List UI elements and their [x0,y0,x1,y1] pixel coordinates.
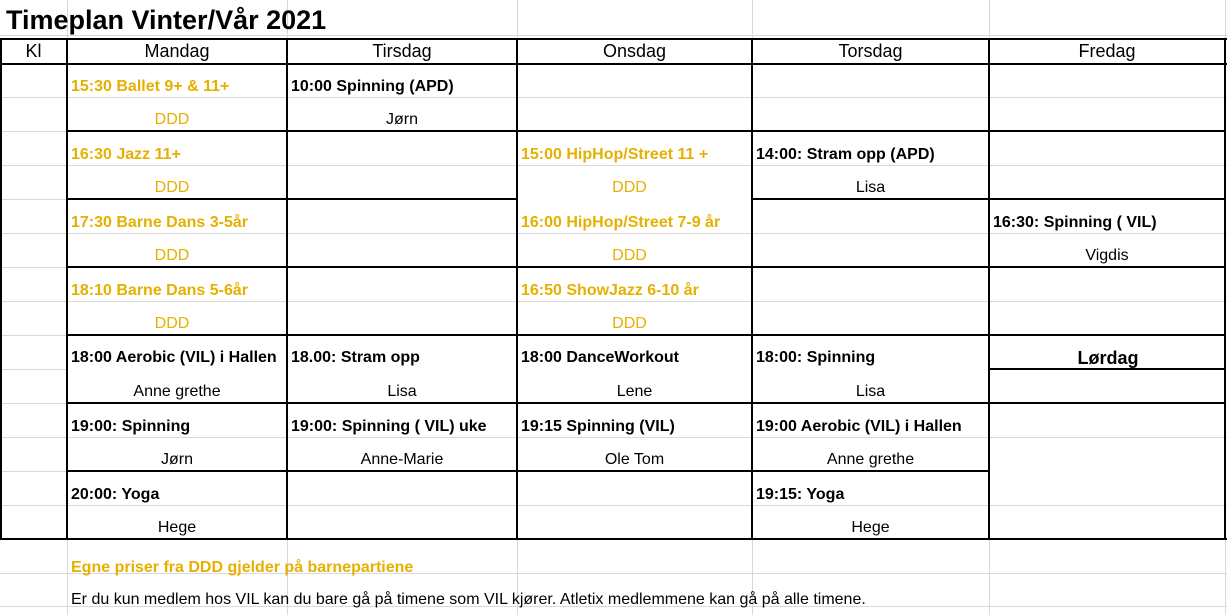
page-title: Timeplan Vinter/Vår 2021 [6,5,327,35]
tuesday-instructor: Lisa [387,383,417,400]
thursday-activity: 19:00 Aerobic (VIL) i Hallen [756,418,962,435]
header-monday: Mandag [144,41,210,61]
monday-activity: 18:10 Barne Dans 5-6år [71,282,248,299]
monday-activity: 15:30 Ballet 9+ & 11+ [71,78,230,95]
saturday-header: Lørdag [1077,348,1139,368]
monday-activity: 18:00 Aerobic (VIL) i Hallen [71,349,277,366]
friday-activity: 16:30: Spinning ( VIL) [993,214,1157,231]
monday-activity: 19:00: Spinning [71,418,191,435]
wednesday-activity: 16:50 ShowJazz 6-10 år [521,282,699,299]
monday-instructor: DDD [154,315,190,332]
thursday-activity: 14:00: Stram opp (APD) [756,146,935,163]
wednesday-instructor: DDD [612,247,647,264]
friday-instructor: Vigdis [1085,247,1129,264]
wednesday-activity: 18:00 DanceWorkout [521,349,679,366]
monday-activity: 17:30 Barne Dans 3-5år [71,214,248,231]
header-friday: Fredag [1078,41,1136,61]
wednesday-instructor: Lene [616,383,653,400]
monday-activity: 16:30 Jazz 11+ [71,146,181,163]
tuesday-activity: 19:00: Spinning ( VIL) uke [291,418,487,435]
wednesday-activity: 15:00 HipHop/Street 11 + [521,146,709,163]
monday-activity: 20:00: Yoga [71,486,160,503]
monday-instructor: DDD [154,179,190,196]
thursday-activity: 19:15: Yoga [756,486,845,503]
monday-instructor: Hege [157,519,197,536]
header-wednesday: Onsdag [602,41,667,61]
thursday-activity: 18:00: Spinning [756,349,876,366]
monday-instructor: DDD [154,247,190,264]
thursday-instructor: Lisa [855,383,886,400]
wednesday-instructor: Ole Tom [604,451,665,468]
tuesday-activity: 10:00 Spinning (APD) [291,78,454,95]
thursday-instructor: Hege [851,519,890,536]
monday-instructor: Jørn [161,451,193,468]
monday-instructor: DDD [154,111,190,128]
membership-note: Er du kun medlem hos VIL kan du bare gå på timene som VIL kjører. Atletix medlemmene kan gå på alle timene. [71,591,866,608]
thursday-instructor: Lisa [855,179,886,196]
tuesday-instructor: Anne-Marie [360,451,444,468]
monday-instructor: Anne grethe [133,383,221,400]
tuesday-activity: 18.00: Stram opp [291,349,420,366]
thursday-instructor: Anne grethe [826,451,915,468]
tuesday-instructor: Jørn [386,111,418,128]
wednesday-activity: 16:00 HipHop/Street 7-9 år [521,214,721,231]
header-thursday: Torsdag [838,41,903,61]
ddd-price-note: Egne priser fra DDD gjelder på barnepartiene [71,559,414,576]
wednesday-activity: 19:15 Spinning (VIL) [521,418,675,435]
header-kl: Kl [25,41,42,61]
wednesday-instructor: DDD [612,315,647,332]
header-tuesday: Tirsdag [372,41,432,61]
wednesday-instructor: DDD [612,179,647,196]
